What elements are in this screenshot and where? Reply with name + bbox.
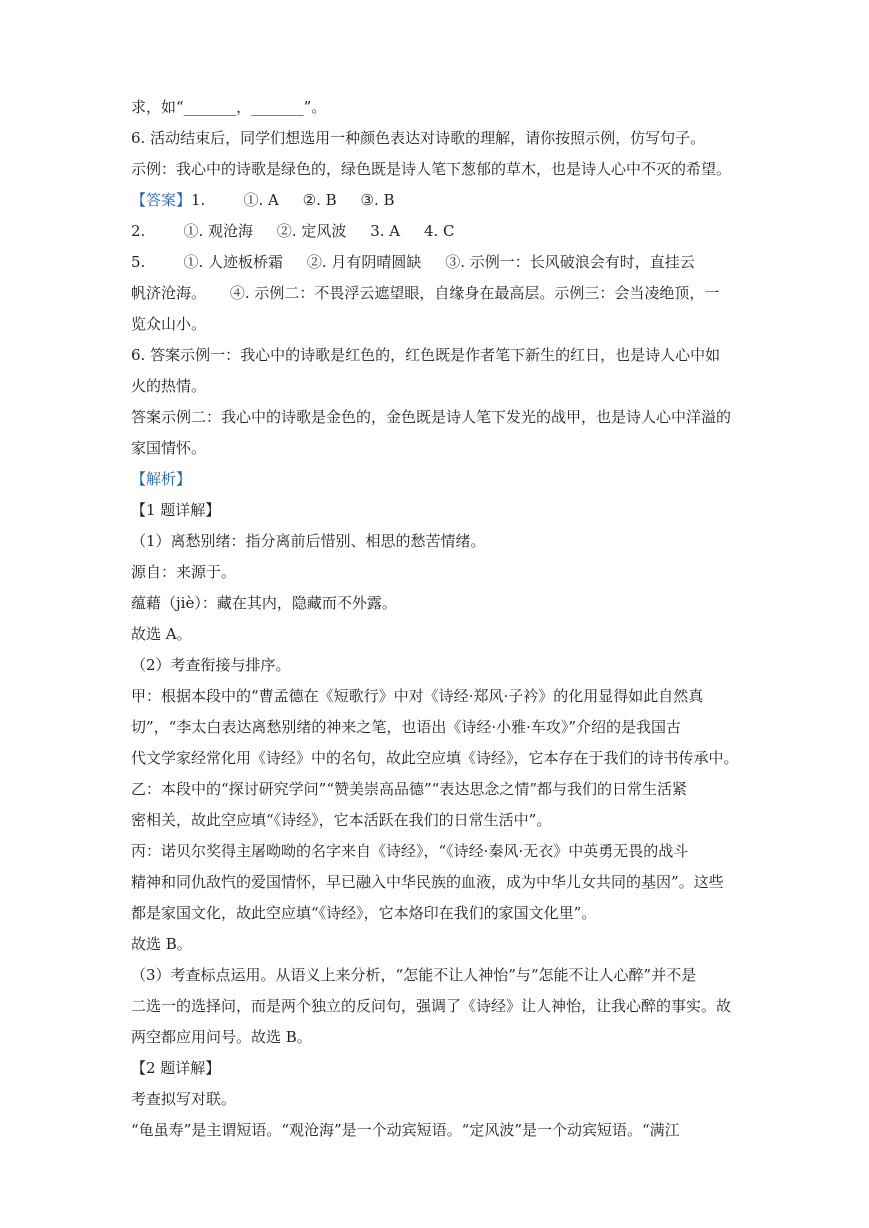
analysis-tag: 【解析】 bbox=[131, 470, 192, 488]
text-line: 蕴藉（jiè）：藏在其内，隐藏而不外露。 bbox=[131, 594, 397, 612]
text-line: 丙：诺贝尔奖得主屠呦呦的名字来自《诗经》，“《诗经·秦风·无衣》中英勇无畏的战斗 bbox=[131, 842, 689, 860]
text-line: 考查拟写对联。 bbox=[131, 1090, 237, 1108]
text-line: 故选 B。 bbox=[131, 935, 192, 953]
text-line: 6. 活动结束后，同学们想选用一种颜色表达对诗歌的理解，请你按照示例，仿写句子。 bbox=[131, 129, 706, 147]
text-line: 故选 A。 bbox=[131, 625, 192, 643]
text-line: （2）考查衔接与排序。 bbox=[131, 656, 291, 674]
text-line: 两空都应用问号。故选 B。 bbox=[131, 1028, 312, 1046]
text-line: 密相关，故此空应填“《诗经》，它本活跃在我们的日常生活中”。 bbox=[131, 811, 552, 829]
text-line: 示例：我心中的诗歌是绿色的，绿色既是诗人笔下葱郁的草木，也是诗人心中不灭的希望。 bbox=[131, 160, 732, 178]
text-line: 帆济沧海。 ④. 示例二：不畏浮云遮望眼，自缘身在最高层。示例三：会当凌绝顶，一 bbox=[131, 284, 720, 302]
text-line: 1. ①. A ②. B ③. B bbox=[191, 191, 395, 209]
text-line: 求，如“_______，_______”。 bbox=[131, 98, 327, 116]
text-line: 切”，“李太白表达离愁别绪的神来之笔，也语出《诗经·小雅·车攻》”介绍的是我国古 bbox=[131, 718, 682, 736]
text-line: 乙：本段中的“探讨研究学问”“赞美崇高品德”“表达思念之情”都与我们的日常生活紧 bbox=[131, 780, 688, 798]
answer-line bbox=[131, 185, 741, 216]
text-line: 览众山小。 bbox=[131, 315, 207, 333]
text-line: 甲：根据本段中的“曹孟德在《短歌行》中对《诗经·郑风·子衿》的化用显得如此自然真 bbox=[131, 687, 704, 705]
text-line: （3）考查标点运用。从语义上来分析，“怎能不让人神怡”与“怎能不让人心醉”并不是 bbox=[131, 966, 697, 984]
text-line: 源自：来源于。 bbox=[131, 563, 237, 581]
answer-tag: 【答案】 bbox=[131, 191, 192, 209]
text-line: 2. ①. 观沧海 ②. 定风波 3. A 4. C bbox=[131, 222, 455, 240]
text-line: 火的热情。 bbox=[131, 377, 207, 395]
text-line: 精神和同仇敌忾的爱国情怀，早已融入中华民族的血液，成为中华儿女共同的基因”。这些 bbox=[131, 873, 724, 891]
text-line: “龟虽寿”是主谓短语。“观沧海”是一个动宾短语。“定风波”是一个动宾短语。“满江 bbox=[131, 1121, 680, 1139]
text-line: 【1 题详解】 bbox=[131, 501, 221, 519]
text-line: 家国情怀。 bbox=[131, 439, 207, 457]
text-line: （1）离愁别绪：指分离前后惜别、相思的愁苦情绪。 bbox=[131, 532, 486, 550]
text-line: 【2 题详解】 bbox=[131, 1059, 221, 1077]
text-line: 代文学家经常化用《诗经》中的名句，故此空应填《诗经》，它本存在于我们的诗书传承中。 bbox=[131, 749, 739, 767]
text-line: 5. ①. 人迹板桥霜 ②. 月有阴晴圆缺 ③. 示例一：长风破浪会有时，直挂云 bbox=[131, 253, 695, 271]
text-line: 答案示例二：我心中的诗歌是金色的，金色既是诗人笔下发光的战甲，也是诗人心中洋溢的 bbox=[131, 408, 732, 426]
text-line: 6. 答案示例一：我心中的诗歌是红色的，红色既是作者笔下新生的红日，也是诗人心中如 bbox=[131, 346, 721, 364]
document-page bbox=[131, 92, 741, 1146]
text-line: 二选一的选择问，而是两个独立的反问句，强调了《诗经》让人神怡，让我心醉的事实。故 bbox=[131, 997, 732, 1015]
text-line: 都是家国文化，故此空应填“《诗经》，它本烙印在我们的家国文化里”。 bbox=[131, 904, 597, 922]
